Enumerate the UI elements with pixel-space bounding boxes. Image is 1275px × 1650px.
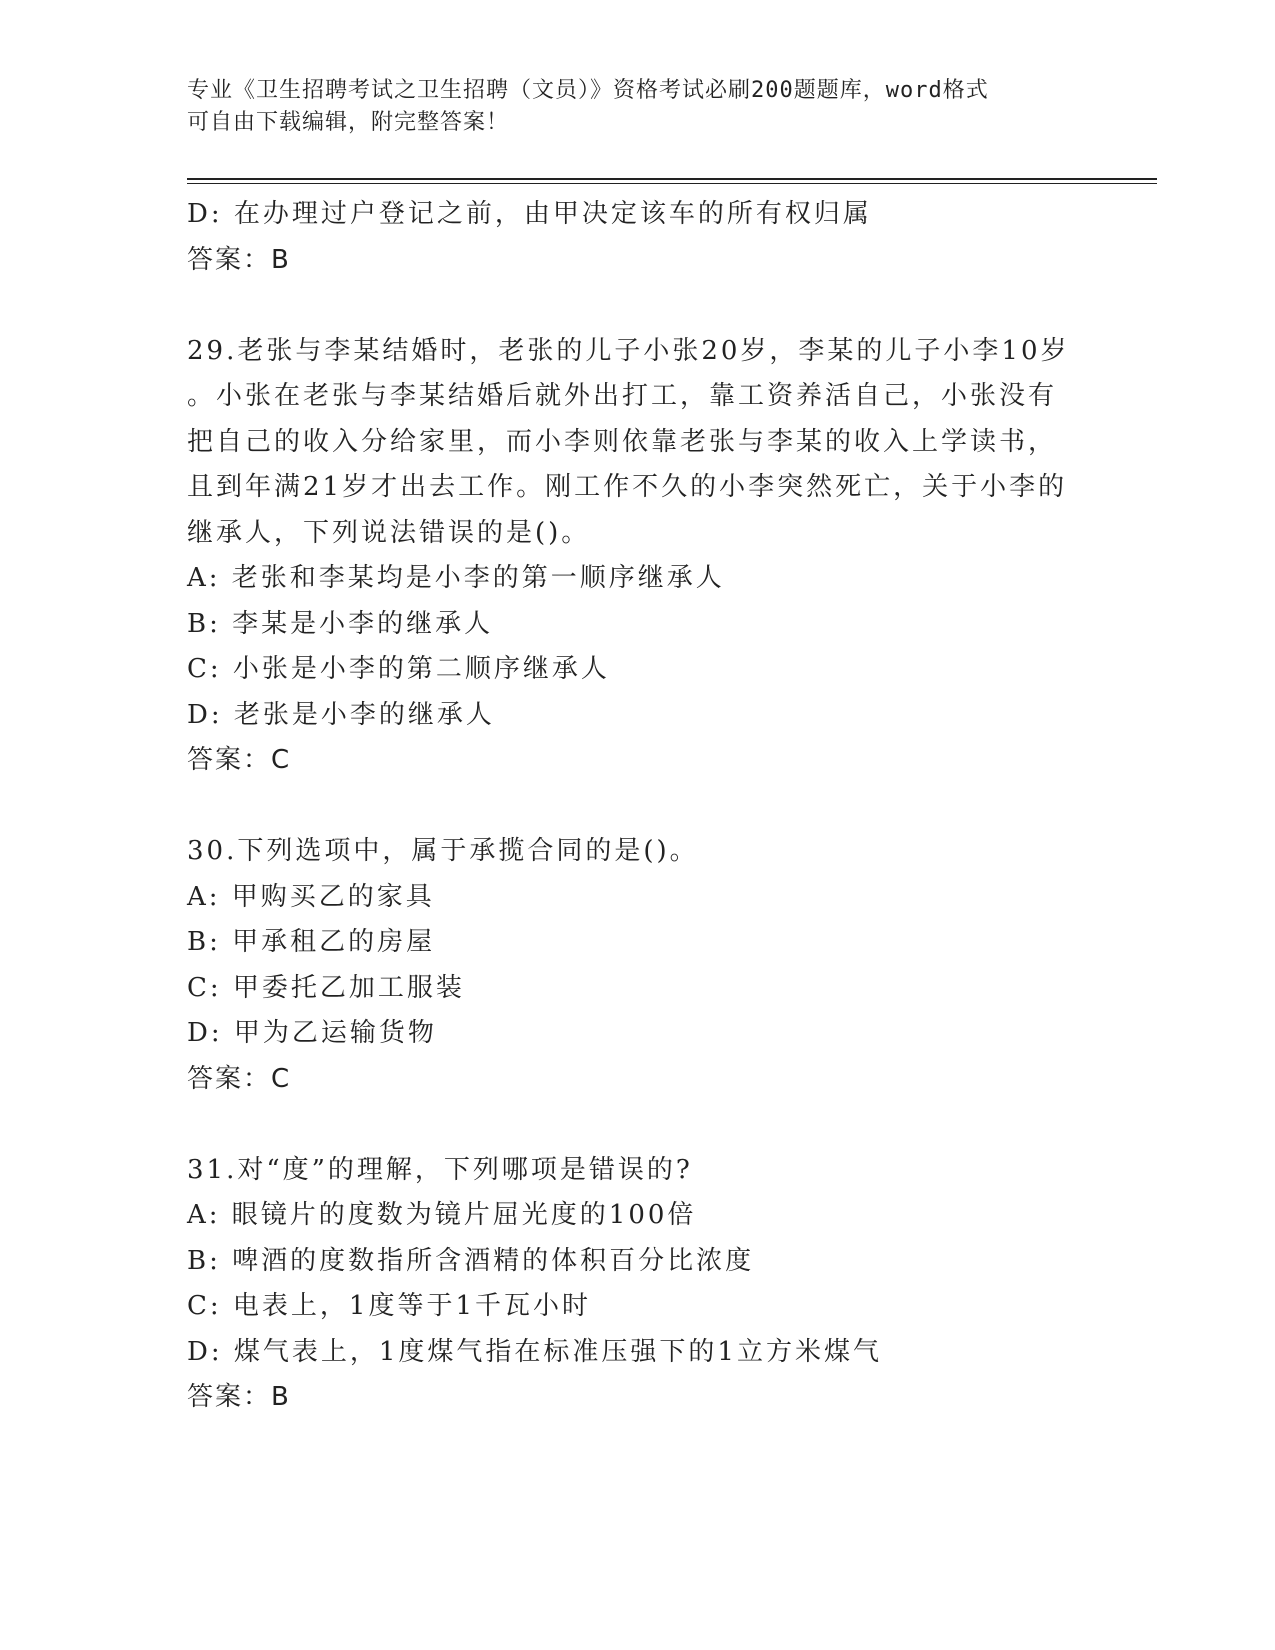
option-c: C: 小张是小李的第二顺序继承人 [187,654,610,684]
previous-question-tail [187,192,1087,283]
option-c: C: 甲委托乙加工服装 [187,972,465,1003]
question-30 [187,829,1087,1102]
option-a: A: 眼镜片的度数为镜片屈光度的100倍 [187,1200,697,1230]
answer-line: 答案：C [187,745,292,775]
answer-line: 答案：C [187,1063,292,1094]
option-b: B: 啤酒的度数指所含酒精的体积百分比浓度 [187,1245,755,1276]
question-31 [187,1148,1087,1421]
answer-line: 答案：B [187,1382,291,1412]
header-divider-thin [187,183,1157,184]
document-header [187,75,1087,139]
question-stem-line: 。小张在老张与李某结婚后就外出打工，靠工资养活自己，小张没有 [187,381,1058,411]
option-b: B: 李某是小李的继承人 [187,608,494,639]
option-b: B: 甲承租乙的房屋 [187,927,436,957]
answer-line: 答案：B [187,244,291,275]
question-stem-line: 且到年满21岁才出去工作。刚工作不久的小李突然死亡，关于小李的 [187,472,1068,502]
question-stem: 30.下列选项中，属于承揽合同的是()。 [187,836,699,866]
option-d: D: 煤气表上，1度煤气指在标准压强下的1立方米煤气 [187,1336,882,1367]
header-title-line-1: 专业《卫生招聘考试之卫生招聘（文员）》资格考试必刷200题题库，word格式 [187,78,989,103]
question-list [187,192,1087,1421]
header-divider-thick [187,178,1157,180]
option-a: A: 甲购买乙的家具 [187,881,435,912]
option-a: A: 老张和李某均是小李的第一顺序继承人 [187,563,725,593]
question-stem-line: 继承人，下列说法错误的是()。 [187,517,591,548]
option-d: D: 甲为乙运输货物 [187,1018,437,1048]
option-d: D: 老张是小李的继承人 [187,699,495,730]
question-29 [187,329,1087,784]
option-d: D: 在办理过户登记之前，由甲决定该车的所有权归属 [187,199,872,229]
option-c: C: 电表上，1度等于1千瓦小时 [187,1291,592,1321]
question-stem-line: 29.老张与李某结婚时，老张的儿子小张20岁，李某的儿子小李10岁 [187,335,1070,366]
header-title-line-2: 可自由下载编辑，附完整答案！ [187,110,510,135]
question-stem-line: 把自己的收入分给家里，而小李则依靠老张与李某的收入上学读书， [187,426,1058,457]
question-stem: 31.对“度”的理解，下列哪项是错误的? [187,1154,693,1185]
